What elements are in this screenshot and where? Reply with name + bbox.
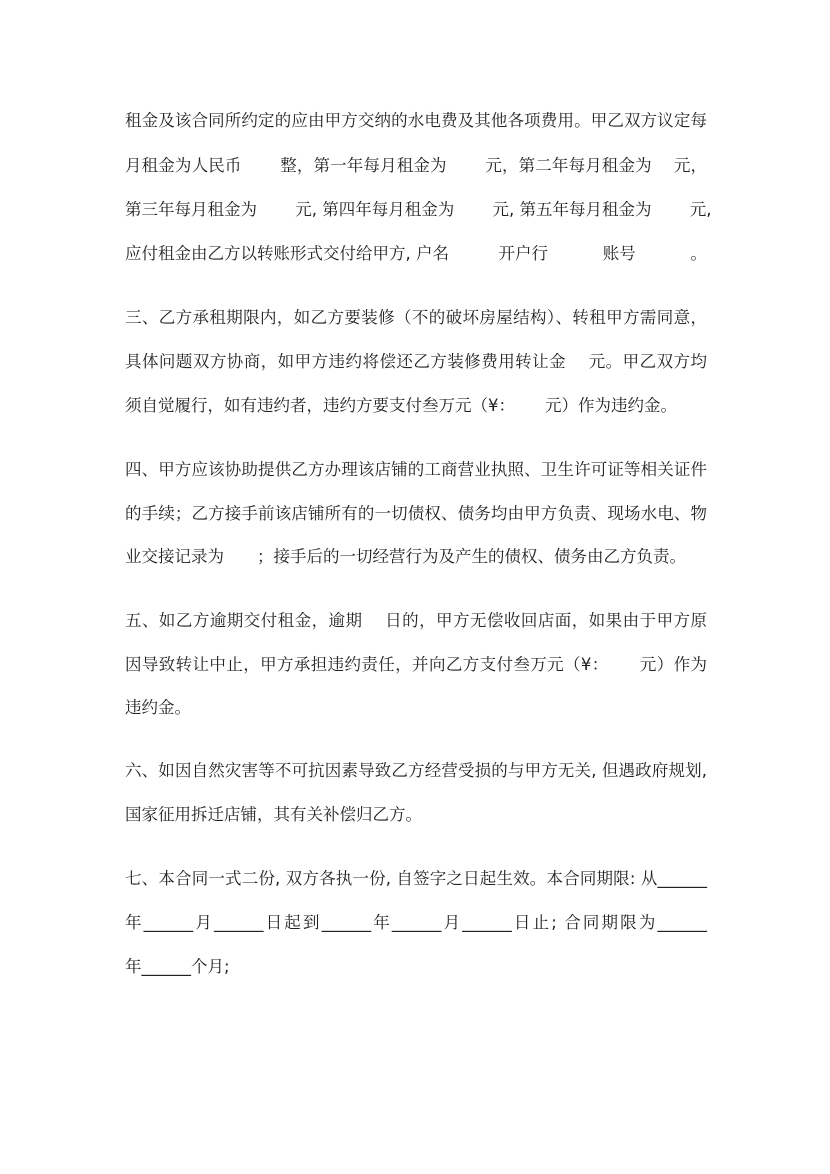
text-line: 年______个月; <box>125 957 230 976</box>
text-line: 第三年每月租金为 元, 第四年每月租金为 元, 第五年每月租金为 元, <box>125 200 712 219</box>
text-line: 月租金为人民币 整，第一年每月租金为 元，第二年每月租金为 元， <box>125 156 707 175</box>
text-line: 须自觉履行，如有违约者，违约方要支付叁万元（¥： 元）作为违约金。 <box>125 396 677 415</box>
text-line: 具体问题双方协商，如甲方违约将偿还乙方装修费用转让金 元。甲乙双方均 <box>125 352 707 371</box>
text-line: 违约金。 <box>125 698 191 717</box>
text-line: 国家征用拆迁店铺，其有关补偿归乙方。 <box>125 805 422 824</box>
text-line: 五、如乙方逾期交付租金，逾期 日的，甲方无偿收回店面，如果由于甲方原 <box>125 611 707 630</box>
text-line: 应付租金由乙方以转账形式交付给甲方, 户名 开户行 账号 。 <box>125 244 707 263</box>
text-line: 四、甲方应该协助提供乙方办理该店铺的工商营业执照、卫生许可证等相关证件 <box>125 460 707 479</box>
text-line: 三、乙方承租期限内，如乙方要装修（不的破坏房屋结构）、转租甲方需同意， <box>125 308 707 327</box>
text-line: 七、本合同一式二份, 双方各执一份, 自签字之日起生效。本合同期限: 从______ <box>125 869 707 888</box>
text-line: 的手续；乙方接手前该店铺所有的一切债权、债务均由甲方负责、现场水电、物 <box>125 504 707 523</box>
text-line: 租金及该合同所约定的应由甲方交纳的水电费及其他各项费用。甲乙双方议定每 <box>125 111 707 130</box>
text-line: 六、如因自然灾害等不可抗因素导致乙方经营受损的与甲方无关, 但遇政府规划, <box>125 761 707 780</box>
text-line: 业交接记录为 ；接手后的一切经营行为及产生的债权、债务由乙方负责。 <box>125 547 686 566</box>
text-line: 因导致转让中止，甲方承担违约责任，并向乙方支付叁万元（¥： 元）作为 <box>125 655 707 674</box>
text-line: 年______月______日起到______年______月______日止; 合同期限为______ <box>125 913 707 932</box>
